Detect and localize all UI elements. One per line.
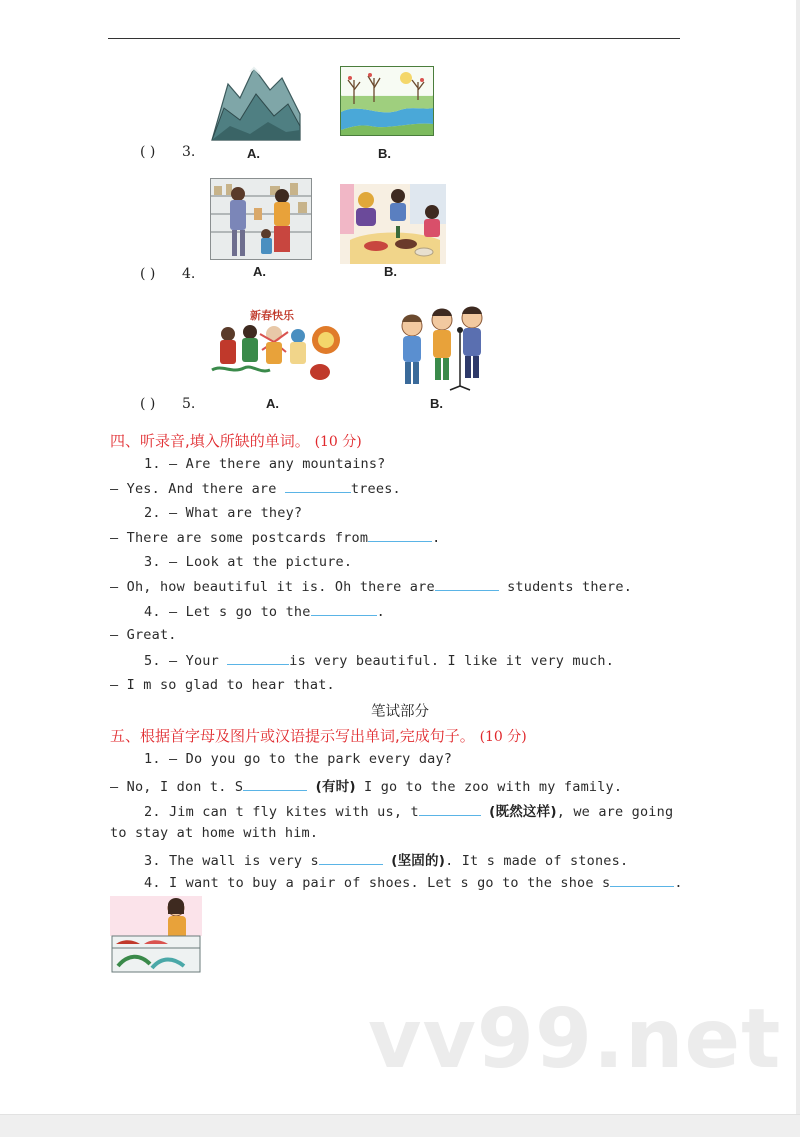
answer-paren: ( ) — [140, 396, 156, 412]
option-b-label: B. — [378, 146, 391, 161]
answer-blank[interactable] — [319, 852, 383, 865]
s4-line-6: — Oh, how beautiful it is. Oh there are students there. — [110, 579, 633, 595]
s5-line-2: — No, I don t. S (有时) I go to the zoo with my family. — [110, 779, 623, 795]
mountains-picture-icon — [210, 64, 302, 142]
s5-line-5: 3. The wall is very s (坚固的). It s made of stones. — [144, 853, 629, 869]
s4-line-8: — Great. — [110, 627, 177, 643]
s4-line-2: — Yes. And there are trees. — [110, 481, 401, 497]
question-number: 5. — [182, 396, 196, 412]
new-year-caption: 新春快乐 — [250, 309, 294, 322]
new-year-celebration-picture-icon — [210, 304, 344, 384]
question-number: 3. — [182, 144, 196, 160]
question-number: 4. — [182, 266, 196, 282]
option-b-label: B. — [430, 396, 443, 411]
option-a-label: A. — [247, 146, 260, 161]
section-5-title: 五、根据首字母及图片或汉语提示写出单词,完成句子。 — [110, 727, 475, 745]
three-boys-singing-picture-icon — [398, 302, 490, 392]
s5-line-3: 2. Jim can t fly kites with us, t (既然这样), we are going — [144, 804, 674, 820]
s4-line-7: 4. — Let s go to the . — [144, 604, 385, 620]
option-a-label: A. — [253, 264, 266, 279]
section-5-heading — [110, 725, 527, 746]
s4-line-5: 3. — Look at the picture. — [144, 554, 353, 570]
answer-paren: ( ) — [140, 266, 156, 282]
s4-line-9: 5. — Your is very beautiful. I like it very much. — [144, 653, 615, 669]
page-edge-bottom — [0, 1114, 800, 1137]
section-4-heading — [110, 430, 362, 451]
option-b-label: B. — [384, 264, 397, 279]
answer-blank[interactable] — [285, 480, 351, 493]
section-4-title: 四、听录音,填入所缺的单词。 — [110, 432, 310, 450]
section-4-score: (10 分) — [314, 434, 362, 450]
written-part-title: 笔试部分 — [371, 704, 429, 720]
option-a-label: A. — [266, 396, 279, 411]
s4-line-3: 2. — What are they? — [144, 505, 303, 521]
answer-blank[interactable] — [368, 529, 432, 542]
header-rule — [108, 38, 680, 39]
answer-blank[interactable] — [243, 778, 307, 791]
answer-blank[interactable] — [311, 603, 377, 616]
watermark: vv99.net — [368, 992, 782, 1087]
page-edge-right — [796, 0, 800, 1137]
answer-blank[interactable] — [610, 874, 674, 887]
s4-line-4: — There are some postcards from . — [110, 530, 441, 546]
river-and-trees-picture-icon — [340, 66, 434, 136]
s5-line-6: 4. I want to buy a pair of shoes. Let s go to the shoe s . — [144, 875, 683, 891]
answer-blank[interactable] — [419, 803, 481, 816]
section-5-score: (10 分) — [479, 729, 527, 745]
answer-blank[interactable] — [227, 652, 289, 665]
s5-line-4: to stay at home with him. — [110, 825, 319, 841]
s4-line-1: 1. — Are there any mountains? — [144, 456, 386, 472]
answer-paren: ( ) — [140, 144, 156, 160]
family-dinner-picture-icon — [340, 184, 446, 264]
s5-line-1: 1. — Do you go to the park every day? — [144, 751, 453, 767]
answer-blank[interactable] — [435, 578, 499, 591]
shoe-shop-picture-icon — [110, 896, 202, 976]
s4-line-10: — I m so glad to hear that. — [110, 677, 335, 693]
shop-shopping-picture-icon — [210, 178, 312, 260]
